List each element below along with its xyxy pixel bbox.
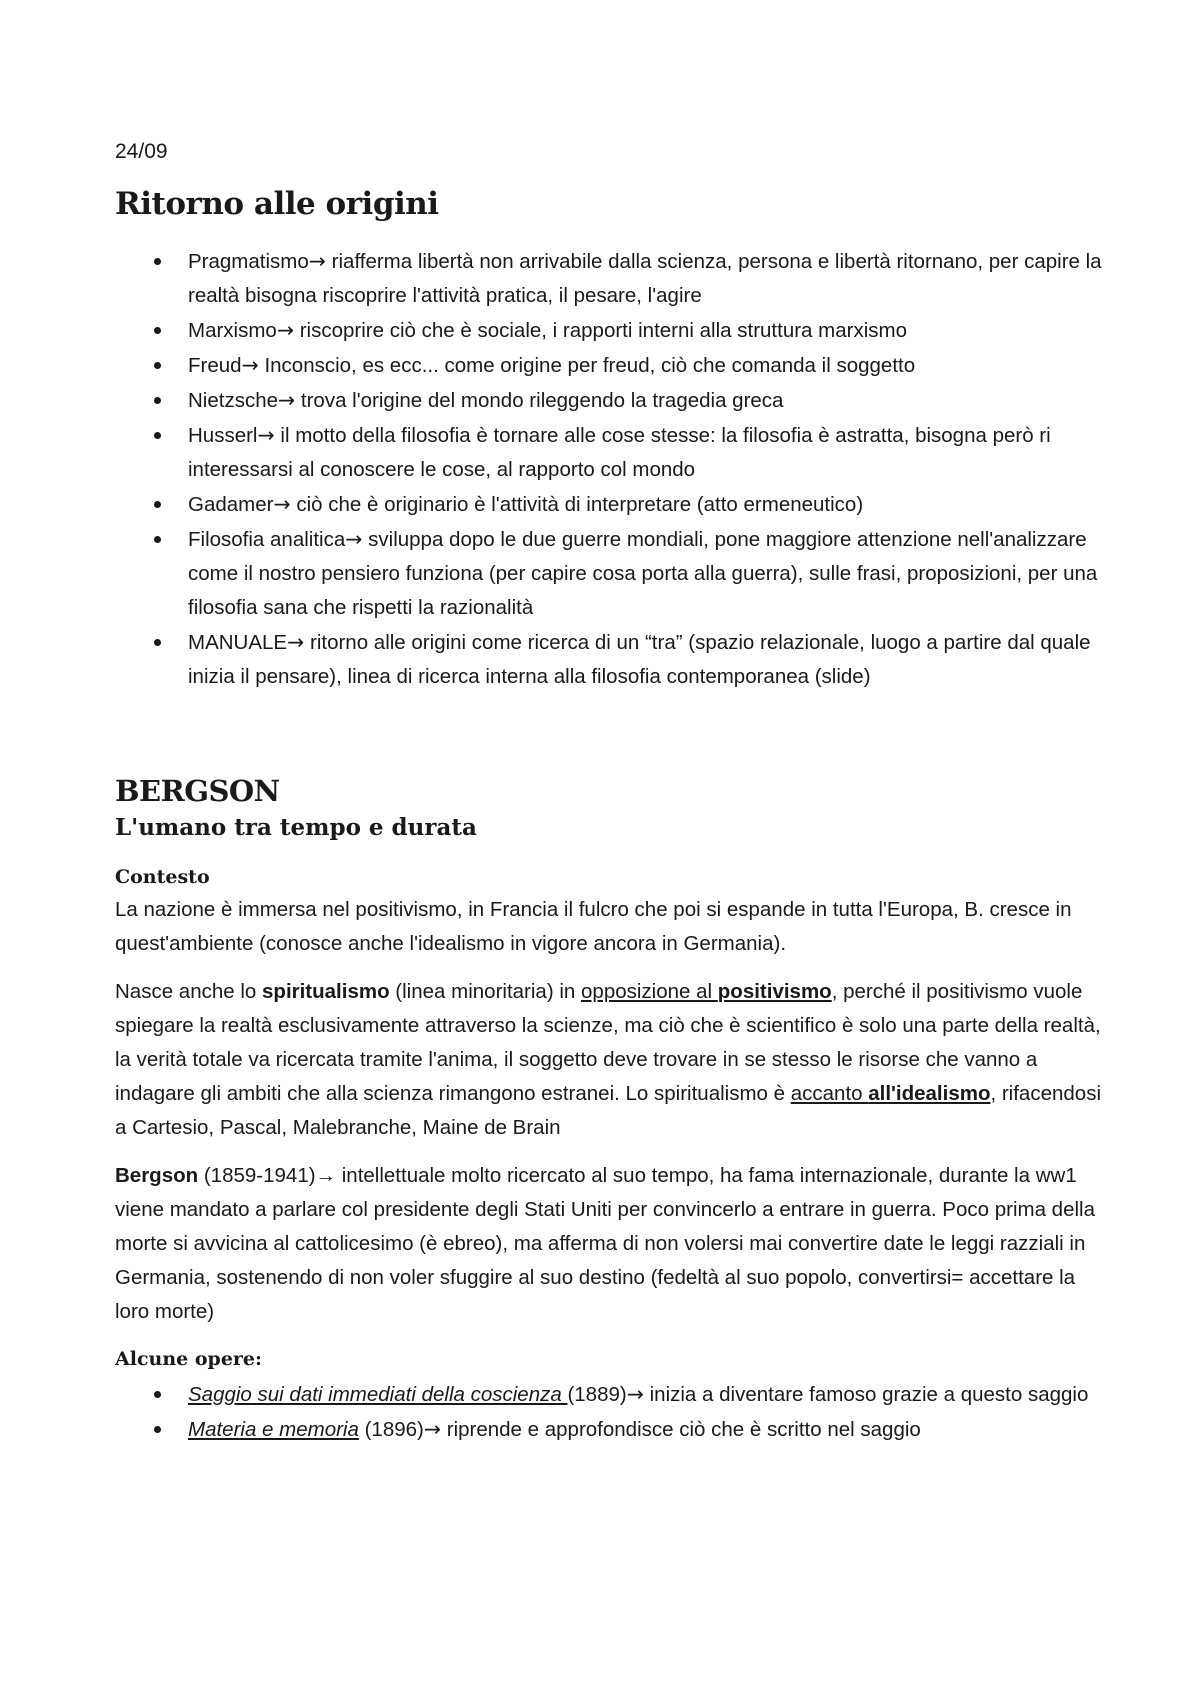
contesto-paragraph: La nazione è immersa nel positivismo, in Francia il fulcro che poi si espande in tutta l'Europa, B. cresce in quest'ambiente (conosce anche l'idealismo in vigore ancora in Germania).: [115, 898, 1072, 955]
arrow-icon: →: [241, 353, 259, 377]
spiritualismo-paragraph: Nasce anche lo spiritualismo (linea minoritaria) in opposizione al positivismo, perché il positivismo vuole spiegare la realtà esclusivamente attraverso la scienze, ma ciò che è scientifico è solo una parte della realtà, la verità totale va ricercata tramite l'anima, il soggetto deve trovare in se stesso le risorse che vanno a indagare gli ambiti che alla scienza rimangono estranei. Lo spiritualismo è accanto all'idealismo, rifacendosi a Cartesio, Pascal, Malebranche, Maine de Brain: [115, 980, 1101, 1139]
origins-list: [115, 244, 1105, 694]
arrow-icon: →: [423, 1417, 442, 1441]
work-title: Materia e memoria: [188, 1418, 359, 1441]
arrow-icon: →: [626, 1382, 644, 1406]
list-item: Marxismo→ riscoprire ciò che è sociale, i rapporti interni alla struttura marxismo: [188, 313, 1105, 348]
list-item: Materia e memoria (1896)→ riprende e approfondisce ciò che è scritto nel saggio: [188, 1412, 1105, 1447]
arrow-icon: →: [278, 388, 296, 412]
arrow-icon: →: [308, 249, 326, 273]
heading-ritorno-origini: Ritorno alle origini: [115, 186, 439, 222]
arrow-icon: →: [345, 527, 363, 551]
heading-bergson-subtitle: L'umano tra tempo e durata: [115, 814, 477, 841]
heading-bergson: BERGSON: [115, 774, 280, 808]
arrow-icon: →: [276, 318, 295, 342]
arrow-icon: →: [257, 423, 275, 447]
list-item: Pragmatismo→ riafferma libertà non arrivabile dalla scienza, persona e libertà ritornano, per capire la realtà bisogna riscoprire l'attività pratica, il pesare, l'agire: [188, 244, 1105, 313]
opere-list: [115, 1377, 1105, 1447]
list-item: Saggio sui dati immediati della coscienza (1889)→ inizia a diventare famoso grazie a questo saggio: [188, 1377, 1105, 1412]
arrow-icon: →: [287, 630, 305, 654]
list-item: Gadamer→ ciò che è originario è l'attività di interpretare (atto ermeneutico): [188, 487, 1105, 522]
work-title: Saggio sui dati immediati della coscienza: [188, 1383, 568, 1406]
arrow-icon: →: [273, 492, 291, 516]
list-item: Nietzsche→ trova l'origine del mondo rileggendo la tragedia greca: [188, 383, 1105, 418]
list-item: Filosofia analitica→ sviluppa dopo le due guerre mondiali, pone maggiore attenzione nell'analizzare come il nostro pensiero funziona (per capire cosa porta alla guerra), sulle frasi, proposizioni, per una filosofia sana che rispetti la razionalità: [188, 522, 1105, 625]
date-label: 24/09: [115, 140, 168, 163]
list-item: Husserl→ il motto della filosofia è tornare alle cose stesse: la filosofia è astratta, bisogna però ri interessarsi al conoscere le cose, al rapporto col mondo: [188, 418, 1105, 487]
document-content: [115, 140, 1105, 1447]
heading-contesto: Contesto: [115, 866, 210, 888]
list-item: MANUALE→ ritorno alle origini come ricerca di un “tra” (spazio relazionale, luogo a partire dal quale inizia il pensare), linea di ricerca interna alla filosofia contemporanea (slide): [188, 625, 1105, 694]
heading-opere: Alcune opere:: [115, 1348, 263, 1370]
list-item: Freud→ Inconscio, es ecc... come origine per freud, ciò che comanda il soggetto: [188, 348, 1105, 383]
bergson-bio-paragraph: Bergson (1859-1941)→ intellettuale molto ricercato al suo tempo, ha fama internazionale, durante la ww1 viene mandato a parlare col presidente degli Stati Uniti per convincerlo a entrare in guerra. Poco prima della morte si avvicina al cattolicesimo (è ebreo), ma afferma di non volersi mai convertire date le leggi razziali in Germania, sostenendo di non voler sfuggire al suo destino (fedeltà al suo popolo, convertirsi= accettare la loro morte): [115, 1164, 1095, 1323]
